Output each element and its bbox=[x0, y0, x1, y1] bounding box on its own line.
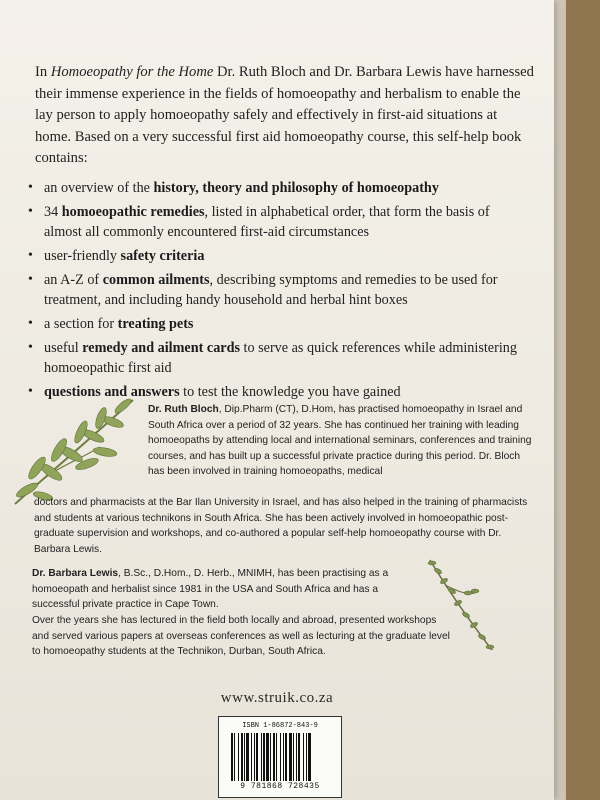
list-item: • an A-Z of common ailments, describing symptoms and remedies to be used for treatment, and including handy household and herbal hint boxes bbox=[28, 272, 498, 308]
bio-ruth-bloch: Dr. Ruth Bloch, Dip.Pharm (CT), D.Hom, has practised homoeopathy in Israel and South Africa over a period of 32 years. She has continued her training with leading homoeopaths by attending local and international seminars, conferences and training courses, and has built up a successful private practice during this period. Dr. Bloch has been involved in training homoeopaths, medical bbox=[148, 404, 532, 478]
list-item: • a section for treating pets bbox=[28, 316, 194, 332]
book-page-edge bbox=[554, 0, 566, 800]
list-item: • an overview of the history, theory and philosophy of homoeopathy bbox=[28, 180, 439, 196]
list-item: • useful remedy and ailment cards to serve as quick references while administering homoeopathic first aid bbox=[28, 340, 517, 376]
book-title: Homoeopathy for the Home bbox=[50, 64, 214, 80]
list-item: • questions and answers to test the knowledge you have gained bbox=[28, 384, 401, 400]
bio-barbara-lewis-continued: Over the years she has lectured in the field both locally and abroad, presented workshops and served various papers at overseas conferences as well as lecturing at the graduate level to homoeopathy students at the Technikon, Durban, South Africa. bbox=[32, 615, 450, 658]
isbn-number: ISBN 1-86872-843-9 bbox=[242, 722, 318, 730]
contents-list bbox=[26, 178, 526, 406]
barcode-digits: 9 781868 728435 bbox=[240, 782, 320, 791]
author-name: Dr. Ruth Bloch bbox=[148, 404, 219, 415]
author-name: Dr. Barbara Lewis bbox=[32, 568, 119, 579]
publisher-website: www.struik.co.za bbox=[220, 690, 334, 706]
intro-paragraph: In Homoeopathy for the Home Dr. Ruth Bloch and Dr. Barbara Lewis have harnessed their immense experience in the fields of homoeopathy and herbalism to enable the lay person to apply homoeopathy safely and effectively in first-aid situations at home. Based on a very successful first aid homoeopathy course, this self-help book contains: bbox=[35, 64, 534, 166]
herb-illustration bbox=[5, 392, 145, 512]
thyme-illustration bbox=[420, 555, 500, 655]
list-item: • user-friendly safety criteria bbox=[28, 248, 205, 264]
bio-barbara-lewis: Dr. Barbara Lewis, B.Sc., D.Hom., D. Herb., MNIMH, has been practising as a homoeopath and herbalist since 1981 in the USA and South Africa and has a successful private practice in Cape Town. bbox=[32, 568, 389, 611]
barcode-label bbox=[218, 716, 342, 798]
barcode-icon bbox=[231, 733, 331, 781]
list-item: • 34 homoeopathic remedies, listed in alphabetical order, that form the basis of almost all commonly encountered first-aid circumstances bbox=[28, 204, 490, 240]
bio-ruth-bloch-continued: doctors and pharmacists at the Bar Ilan University in Israel, and has also helped in the training of pharmacists and students at various technikons in South Africa. She has been actively involved in homoeopathic post-graduate supervision and workshops, and co-authored a popular self-help homoeopathy course with Dr. Barbara Lewis. bbox=[34, 497, 528, 555]
